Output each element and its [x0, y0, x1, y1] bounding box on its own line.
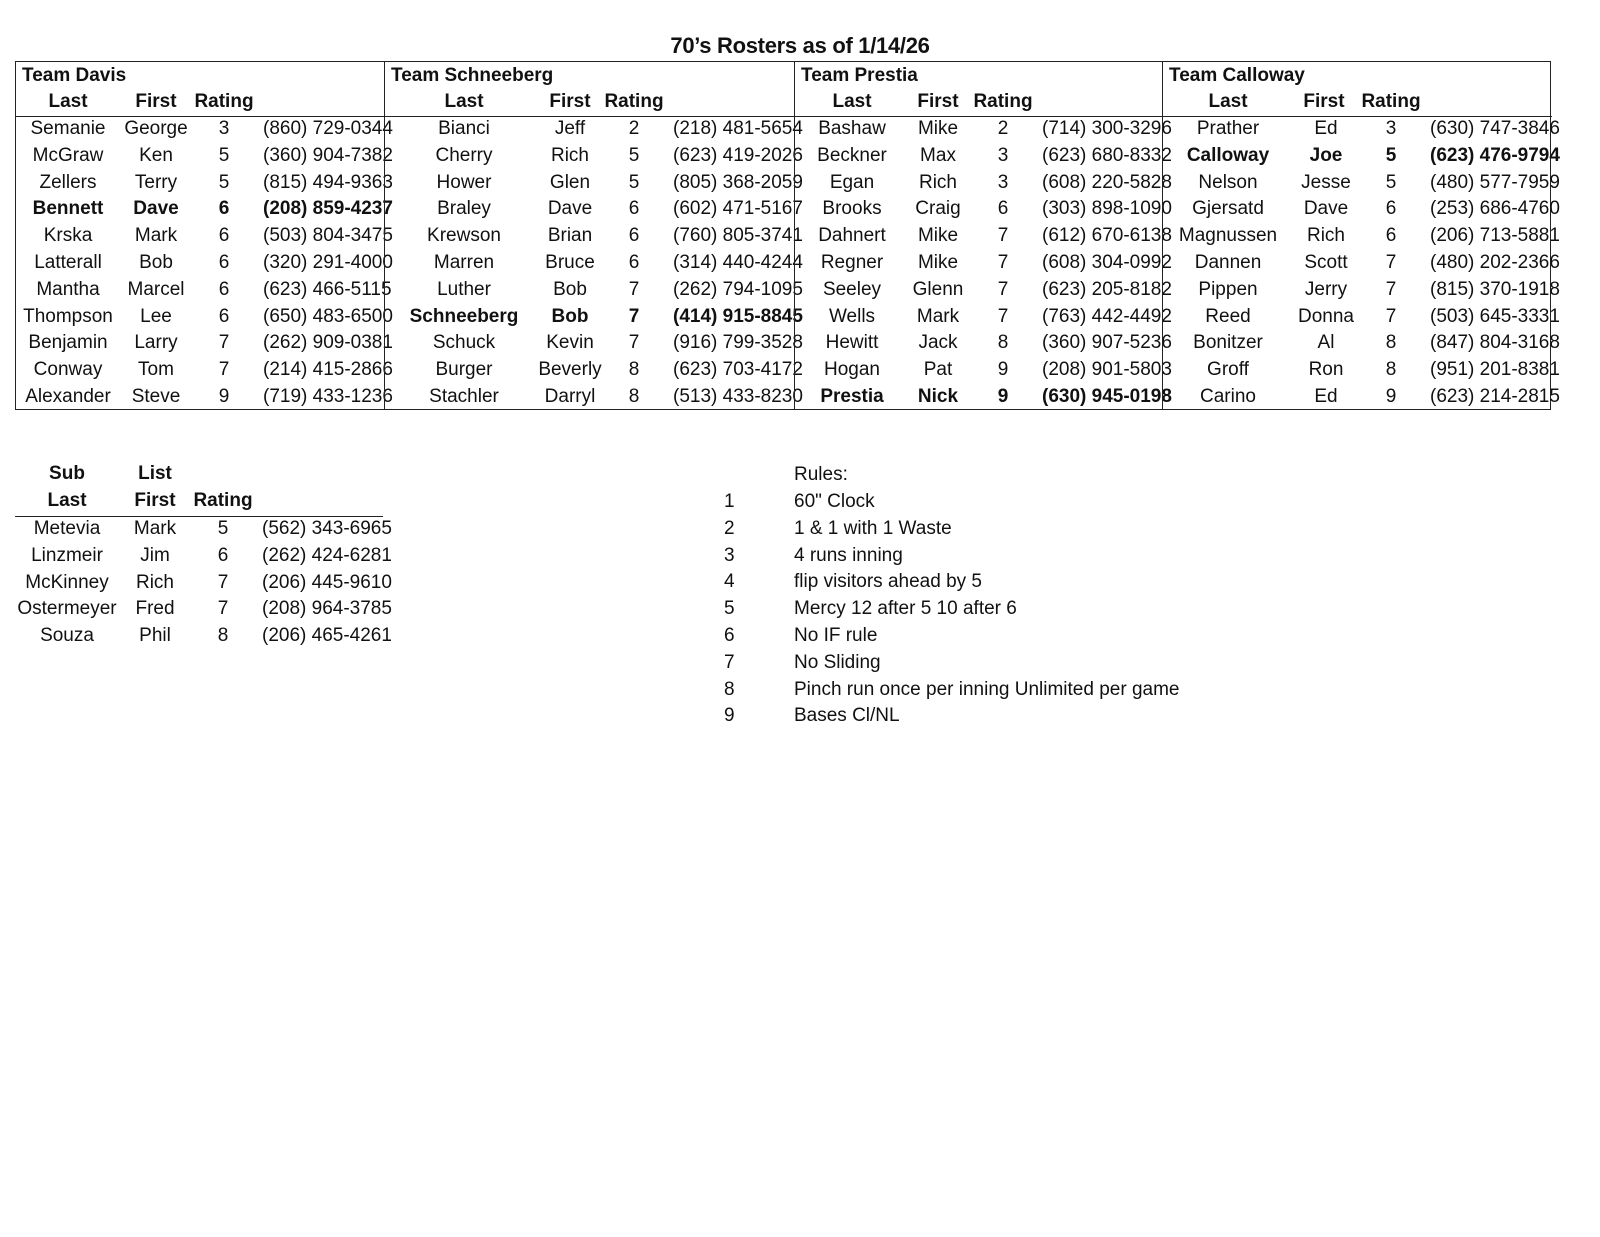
rule-number: 9 — [724, 705, 735, 727]
player-phone: (714) 300-3296 — [1042, 118, 1172, 139]
player-phone: (503) 645-3331 — [1430, 305, 1560, 327]
player-first-name: Dave — [547, 198, 593, 220]
player-last-name: Reed — [1205, 305, 1251, 327]
player-phone: (262) 794-1095 — [673, 278, 803, 300]
player-rating: 3 — [997, 171, 1009, 193]
player-first-name: Brian — [547, 225, 593, 247]
player-rating: 6 — [218, 225, 230, 247]
player-phone: (847) 804-3168 — [1430, 332, 1560, 354]
team-name: Team Calloway — [1169, 65, 1305, 86]
player-first-name: Pat — [923, 359, 953, 381]
rule-number: 2 — [724, 517, 735, 539]
player-first-name: Kevin — [546, 332, 594, 354]
team-name: Team Prestia — [801, 65, 918, 86]
player-phone: (612) 670-6138 — [1042, 225, 1172, 247]
column-header-last: Last — [48, 91, 88, 112]
player-rating: 3 — [218, 118, 230, 139]
rule-number: 5 — [724, 598, 735, 620]
player-rating: 8 — [997, 332, 1009, 354]
column-header-rating: Rating — [194, 91, 254, 112]
player-last-name: Hogan — [824, 359, 880, 381]
rule-text: 1 & 1 with 1 Waste — [794, 517, 952, 539]
player-rating: 6 — [218, 198, 230, 220]
player-rating: 6 — [1385, 198, 1397, 220]
player-first-name: Phil — [139, 625, 171, 647]
player-last-name: Schuck — [432, 332, 496, 354]
player-phone: (916) 799-3528 — [673, 332, 803, 354]
player-rating: 5 — [218, 171, 230, 193]
player-last-name: Hower — [436, 171, 492, 193]
player-phone: (805) 368-2059 — [673, 171, 803, 193]
player-rating: 7 — [218, 359, 230, 381]
player-phone: (206) 713-5881 — [1430, 225, 1560, 247]
player-first-name: Rich — [135, 571, 175, 593]
player-phone: (860) 729-0344 — [263, 118, 393, 139]
player-phone: (314) 440-4244 — [673, 252, 803, 273]
player-last-name: Regner — [820, 252, 884, 273]
player-phone: (562) 343-6965 — [262, 518, 392, 539]
player-first-name: Jesse — [1301, 171, 1351, 193]
player-rating: 6 — [218, 252, 230, 273]
player-last-name: Prestia — [820, 386, 884, 407]
rules-list — [700, 464, 1300, 744]
rule-text: 4 runs inning — [794, 544, 903, 566]
player-first-name: Jack — [918, 332, 958, 354]
player-last-name: Groff — [1207, 359, 1249, 381]
player-last-name: Burger — [435, 359, 493, 381]
player-last-name: Benjamin — [28, 332, 108, 354]
player-rating: 5 — [1385, 144, 1397, 166]
player-first-name: Scott — [1304, 252, 1348, 273]
player-first-name: Ron — [1308, 359, 1344, 381]
player-last-name: Bashaw — [818, 118, 886, 139]
player-first-name: Mark — [133, 518, 177, 539]
player-first-name: Marcel — [127, 278, 185, 300]
player-phone: (262) 909-0381 — [263, 332, 393, 354]
player-last-name: Beckner — [817, 144, 887, 166]
player-phone: (763) 442-4492 — [1042, 305, 1172, 327]
rule-text: Mercy 12 after 5 10 after 6 — [794, 598, 1017, 620]
player-last-name: Dahnert — [818, 225, 886, 247]
player-first-name: Ed — [1314, 118, 1338, 139]
player-phone: (608) 220-5828 — [1042, 171, 1172, 193]
player-rating: 6 — [1385, 225, 1397, 247]
player-rating: 6 — [628, 225, 640, 247]
player-last-name: Hewitt — [825, 332, 879, 354]
team-block — [1162, 62, 1560, 409]
column-header-last: Last — [832, 91, 872, 112]
player-first-name: Jim — [140, 544, 170, 566]
player-first-name: Nick — [917, 386, 959, 407]
player-rating: 7 — [1385, 252, 1397, 273]
team-block — [384, 62, 803, 409]
player-phone: (623) 703-4172 — [673, 359, 803, 381]
column-header-rating: Rating — [1361, 91, 1421, 112]
player-first-name: Glen — [549, 171, 591, 193]
column-header-last: Last — [47, 490, 87, 511]
player-first-name: Joe — [1309, 144, 1343, 166]
team-rosters-table — [15, 61, 1560, 410]
player-rating: 9 — [218, 386, 230, 407]
player-rating: 8 — [628, 386, 640, 407]
rule-text: Bases Cl/NL — [794, 705, 900, 727]
player-phone: (253) 686-4760 — [1430, 198, 1560, 220]
column-header-rating: Rating — [193, 490, 253, 511]
rule-text: Pinch run once per inning Unlimited per game — [794, 678, 1180, 700]
rule-number: 6 — [724, 625, 735, 646]
rule-number: 4 — [724, 571, 735, 593]
player-rating: 6 — [628, 198, 640, 220]
player-phone: (214) 415-2866 — [263, 359, 393, 381]
player-phone: (480) 577-7959 — [1430, 171, 1560, 193]
player-last-name: Conway — [33, 359, 103, 381]
page-title: 70’s Rosters as of 1/14/26 — [670, 33, 930, 58]
player-last-name: Seeley — [822, 278, 882, 300]
player-last-name: Metevia — [33, 518, 101, 539]
player-first-name: Mark — [134, 225, 178, 247]
rule-text: No IF rule — [794, 625, 878, 646]
player-rating: 2 — [997, 118, 1009, 139]
player-rating: 6 — [997, 198, 1009, 220]
player-first-name: Mike — [917, 225, 959, 247]
player-rating: 5 — [1385, 171, 1397, 193]
player-first-name: Bob — [551, 305, 589, 327]
player-rating: 7 — [628, 305, 640, 327]
player-rating: 6 — [628, 252, 640, 273]
player-phone: (208) 901-5803 — [1042, 359, 1172, 381]
player-phone: (480) 202-2366 — [1430, 252, 1560, 273]
rules-heading: Rules: — [794, 464, 848, 485]
player-rating: 2 — [628, 118, 640, 139]
team-name: Team Schneeberg — [391, 65, 554, 86]
team-block — [794, 62, 1172, 409]
player-last-name: Thompson — [23, 305, 113, 327]
player-rating: 9 — [997, 386, 1009, 407]
player-rating: 5 — [217, 518, 229, 539]
player-last-name: Magnussen — [1178, 225, 1278, 247]
player-last-name: Ostermeyer — [17, 598, 117, 620]
player-rating: 7 — [218, 332, 230, 354]
player-rating: 3 — [1385, 118, 1397, 139]
player-first-name: Mike — [917, 252, 959, 273]
player-last-name: Brooks — [822, 198, 882, 220]
player-rating: 7 — [628, 332, 640, 354]
player-last-name: Cherry — [435, 144, 493, 166]
player-rating: 5 — [218, 144, 230, 166]
rule-text: No Sliding — [794, 651, 881, 673]
player-first-name: Larry — [134, 332, 178, 354]
player-rating: 5 — [628, 144, 640, 166]
player-last-name: Luther — [437, 278, 491, 300]
column-header-first: First — [135, 91, 177, 112]
player-first-name: Glenn — [912, 278, 964, 300]
rule-number: 3 — [724, 544, 735, 566]
player-last-name: Schneeberg — [409, 305, 519, 327]
header-divider — [15, 516, 383, 517]
player-phone: (208) 859-4237 — [263, 198, 393, 220]
player-phone: (623) 466-5115 — [263, 278, 392, 300]
player-last-name: Latterall — [34, 252, 102, 273]
player-phone: (623) 419-2026 — [673, 144, 803, 166]
player-phone: (218) 481-5654 — [673, 118, 803, 139]
column-header-last: Last — [444, 91, 484, 112]
player-last-name: Braley — [437, 198, 491, 220]
player-first-name: Max — [920, 144, 956, 166]
column-header-first: First — [134, 490, 176, 511]
player-first-name: Rich — [1306, 225, 1346, 247]
player-rating: 7 — [217, 571, 229, 593]
column-header-first: First — [549, 91, 591, 112]
player-first-name: Tom — [138, 359, 174, 381]
header-divider — [795, 116, 1162, 117]
player-rating: 3 — [997, 144, 1009, 166]
player-first-name: Jeff — [554, 118, 586, 139]
player-rating: 7 — [217, 598, 229, 620]
player-rating: 9 — [1385, 386, 1397, 407]
player-last-name: Semanie — [30, 118, 106, 139]
player-first-name: Ken — [139, 144, 173, 166]
rule-text: 60" Clock — [794, 491, 875, 512]
player-first-name: Dave — [1303, 198, 1349, 220]
player-phone: (320) 291-4000 — [263, 252, 393, 273]
player-last-name: Bennett — [32, 198, 104, 220]
sub-heading: Sub — [49, 463, 85, 484]
player-phone: (206) 465-4261 — [262, 625, 392, 647]
rule-number: 1 — [724, 491, 735, 512]
player-rating: 7 — [1385, 278, 1397, 300]
player-first-name: Rich — [918, 171, 958, 193]
player-first-name: Mark — [916, 305, 960, 327]
player-first-name: Bob — [553, 278, 587, 300]
player-last-name: Zellers — [39, 171, 97, 193]
rule-text: flip visitors ahead by 5 — [794, 571, 982, 593]
player-rating: 7 — [628, 278, 640, 300]
player-rating: 8 — [1385, 359, 1397, 381]
player-last-name: Bianci — [438, 118, 490, 139]
player-rating: 7 — [1385, 305, 1397, 327]
player-phone: (623) 476-9794 — [1430, 144, 1560, 166]
player-phone: (719) 433-1236 — [263, 386, 393, 407]
player-phone: (262) 424-6281 — [262, 544, 392, 566]
player-phone: (630) 945-0198 — [1042, 386, 1172, 407]
player-last-name: McKinney — [25, 571, 109, 593]
player-first-name: Dave — [133, 198, 179, 220]
player-last-name: Bonitzer — [1193, 332, 1263, 354]
player-rating: 6 — [218, 305, 230, 327]
player-last-name: Marren — [433, 252, 495, 273]
player-first-name: Mike — [917, 118, 959, 139]
player-last-name: Alexander — [25, 386, 111, 407]
player-phone: (760) 805-3741 — [673, 225, 803, 247]
player-first-name: Bob — [139, 252, 173, 273]
player-phone: (513) 433-8230 — [673, 386, 803, 407]
player-first-name: Jerry — [1304, 278, 1348, 300]
player-last-name: Stachler — [429, 386, 499, 407]
player-phone: (503) 804-3475 — [263, 225, 393, 247]
player-first-name: Fred — [135, 598, 175, 620]
player-phone: (206) 445-9610 — [262, 571, 392, 593]
column-header-first: First — [917, 91, 959, 112]
player-last-name: McGraw — [32, 144, 104, 166]
header-divider — [385, 116, 794, 117]
player-rating: 5 — [628, 171, 640, 193]
player-rating: 6 — [217, 544, 229, 566]
player-phone: (623) 205-8182 — [1042, 278, 1172, 300]
player-rating: 8 — [217, 625, 229, 647]
column-header-last: Last — [1208, 91, 1248, 112]
team-block — [16, 62, 393, 409]
player-phone: (623) 680-8332 — [1042, 144, 1172, 166]
player-phone: (630) 747-3846 — [1430, 118, 1560, 139]
player-phone: (303) 898-1090 — [1042, 198, 1172, 220]
player-last-name: Prather — [1196, 118, 1260, 139]
player-first-name: Terry — [134, 171, 178, 193]
player-rating: 8 — [1385, 332, 1397, 354]
player-first-name: Rich — [550, 144, 590, 166]
player-rating: 8 — [628, 359, 640, 381]
column-header-rating: Rating — [604, 91, 664, 112]
player-last-name: Carino — [1200, 386, 1256, 407]
player-phone: (608) 304-0992 — [1042, 252, 1172, 273]
player-last-name: Wells — [828, 305, 876, 327]
player-last-name: Pippen — [1198, 278, 1258, 300]
player-last-name: Calloway — [1186, 144, 1270, 166]
column-header-rating: Rating — [973, 91, 1033, 112]
player-last-name: Nelson — [1198, 171, 1258, 193]
player-phone: (360) 904-7382 — [263, 144, 393, 166]
player-rating: 7 — [997, 278, 1009, 300]
player-phone: (360) 907-5236 — [1042, 332, 1172, 354]
column-header-first: First — [1303, 91, 1345, 112]
player-last-name: Dannen — [1194, 252, 1262, 273]
player-first-name: Beverly — [538, 359, 602, 381]
rule-number: 7 — [724, 651, 735, 673]
player-first-name: Lee — [140, 305, 172, 327]
rule-number: 8 — [724, 678, 735, 700]
player-rating: 7 — [997, 225, 1009, 247]
player-phone: (602) 471-5167 — [673, 198, 803, 220]
player-first-name: Bruce — [545, 252, 595, 273]
sub-list-table — [15, 463, 392, 663]
player-first-name: Craig — [915, 198, 961, 220]
team-name: Team Davis — [22, 65, 127, 86]
player-rating: 6 — [218, 278, 230, 300]
player-first-name: George — [124, 118, 188, 139]
player-rating: 9 — [997, 359, 1009, 381]
player-rating: 7 — [997, 305, 1009, 327]
player-first-name: Ed — [1314, 386, 1338, 407]
player-first-name: Donna — [1298, 305, 1354, 327]
player-phone: (650) 483-6500 — [263, 305, 393, 327]
player-first-name: Steve — [131, 386, 181, 407]
player-first-name: Darryl — [544, 386, 596, 407]
player-last-name: Krewson — [427, 225, 501, 247]
player-phone: (414) 915-8845 — [673, 305, 803, 327]
player-rating: 7 — [997, 252, 1009, 273]
player-phone: (815) 494-9363 — [263, 171, 393, 193]
player-last-name: Mantha — [36, 278, 100, 300]
player-phone: (815) 370-1918 — [1430, 278, 1560, 300]
player-phone: (623) 214-2815 — [1430, 386, 1560, 407]
header-divider — [16, 116, 384, 117]
list-heading: List — [138, 463, 172, 484]
player-phone: (208) 964-3785 — [262, 598, 392, 620]
player-last-name: Souza — [40, 625, 94, 647]
header-divider — [1163, 116, 1552, 117]
player-phone: (951) 201-8381 — [1430, 359, 1560, 381]
player-last-name: Egan — [829, 171, 875, 193]
player-last-name: Gjersatd — [1192, 198, 1264, 220]
player-last-name: Krska — [43, 225, 93, 247]
player-last-name: Linzmeir — [31, 544, 103, 566]
player-first-name: Al — [1317, 332, 1335, 354]
